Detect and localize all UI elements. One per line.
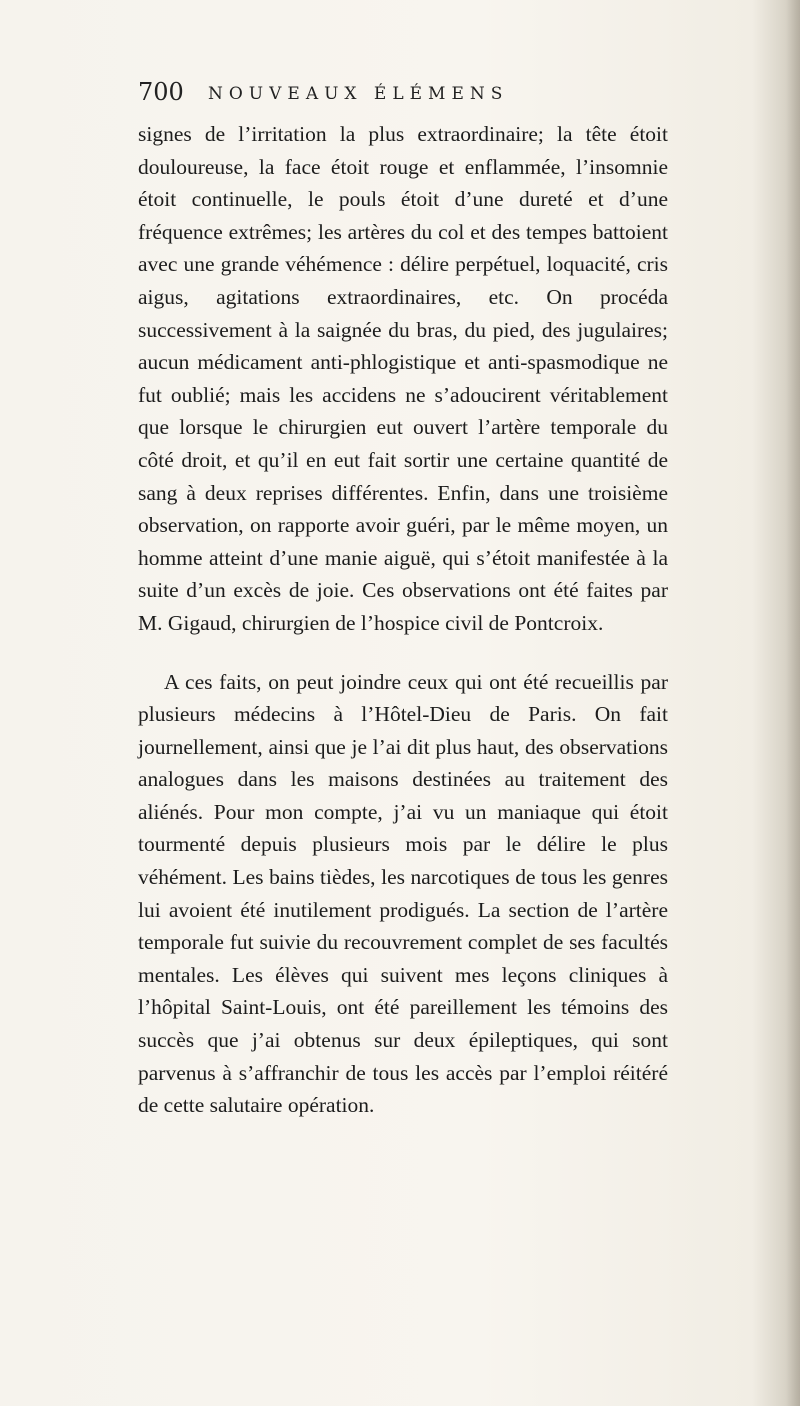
paragraph-2: A ces faits, on peut joindre ceux qui ont été recueillis par plusieurs médecins à l’Hôtel-Dieu de Paris. On fait journellement, ainsi que je l’ai dit plus haut, des observations analogues dans les maisons destinées au traitement des aliénés. Pour mon compte, j’ai vu un maniaque qui étoit tourmenté depuis plusieurs mois par le délire le plus véhément. Les bains tièdes, les narcotiques de tous les genres lui avoient été inutilement prodigués. La section de l’artère temporale fut suivie du recouvrement complet de ses facultés mentales. Les élèves qui suivent mes leçons cliniques à l’hôpital Saint-Louis, ont été pareillement les témoins des succès que j’ai obtenus sur deux épileptiques, qui sont parvenus à s’affranchir de tous les accès par l’emploi réitéré de cette salutaire opération. <box>138 669 668 1118</box>
page-header <box>138 78 658 112</box>
body-text <box>138 118 668 1122</box>
running-head: NOUVEAUX ÉLÉMENS <box>208 84 509 104</box>
page-number: 700 <box>138 78 184 106</box>
page-edge-shadow <box>786 0 800 1406</box>
paragraph-1: signes de l’irritation la plus extraordinaire; la tête étoit douloureuse, la face étoit rouge et enflammée, l’insomnie étoit continuelle, le pouls étoit d’une dureté et d’une fréquence extrêmes; les artères du col et des tempes battoient avec une grande véhémence : délire perpétuel, loquacité, cris aigus, agitations extraordinaires, etc. On procéda successivement à la saignée du bras, du pied, des jugulaires; aucun médicament anti-phlogistique et anti-spasmodique ne fut oublié; mais les accidens ne s’adoucirent véritablement que lorsque le chirurgien eut ouvert l’artère temporale du côté droit, et qu’il en eut fait sortir une certaine quantité de sang à deux reprises différentes. Enfin, dans une troisième observation, on rapporte avoir guéri, par le même moyen, un homme atteint d’une manie aiguë, qui s’étoit manifestée à la suite d’un excès de joie. Ces observations ont été faites par M. Gigaud, chirurgien de l’hospice civil de Pontcroix. <box>138 122 668 635</box>
